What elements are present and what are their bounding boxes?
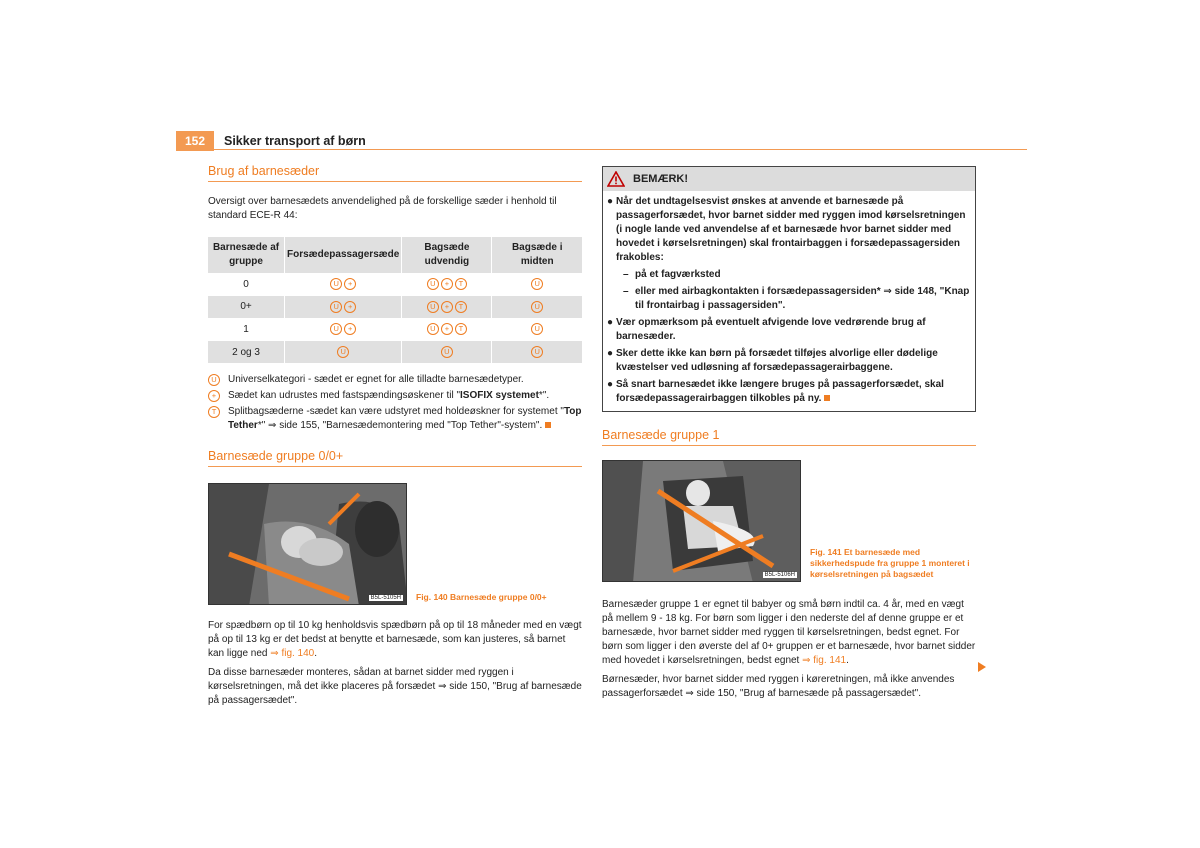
table-row: [208, 318, 582, 341]
legend-t: [208, 405, 582, 433]
symbol-cell: [492, 318, 582, 341]
fig-141-link[interactable]: ⇒ fig. 141: [802, 655, 847, 666]
notice-bullet: ● Så snart barnesædet ikke længere bruges på passagerforsædet, skal forsædepassagerairbaggen tilkobles på ny.: [607, 379, 944, 404]
figure-code: B5L-5106H: [764, 572, 795, 578]
table-header: Barnesæde af gruppe: [208, 237, 285, 273]
notice-dash-item: – eller med airbagkontakten i forsædepassagersiden* ⇒ side 148, "Knap til frontairbag i passagersiden".: [623, 286, 970, 311]
top-tether-t-icon: T: [455, 301, 467, 313]
group-cell: 1: [208, 318, 285, 341]
universal-u-icon: U: [427, 278, 439, 290]
universal-u-icon: U: [337, 346, 349, 358]
group-cell: 2 og 3: [208, 341, 285, 364]
symbol-cell: [492, 341, 582, 364]
symbol-cell: [285, 273, 402, 296]
symbol-cell: [402, 296, 492, 319]
section-title-gruppe-1: Barnesæde gruppe 1: [602, 428, 976, 446]
end-marker-icon: [545, 422, 551, 428]
figure-code: B5L-5105H: [370, 595, 401, 601]
notice-title: BEMÆRK!: [633, 173, 688, 185]
notice-box: [602, 166, 976, 412]
universal-u-icon: U: [531, 301, 543, 313]
isofix-plus-icon: +: [441, 301, 453, 313]
warning-triangle-icon: [607, 171, 625, 187]
table-row: [208, 341, 582, 364]
legend-plus-text: Sædet kan udrustes med fastspændingsøskener til "ISOFIX systemet*".: [228, 390, 550, 401]
symbol-cell: [492, 296, 582, 319]
isofix-plus-icon: +: [441, 278, 453, 290]
figure-140-image: [208, 483, 407, 605]
isofix-plus-icon: +: [344, 278, 356, 290]
symbol-cell: [285, 318, 402, 341]
left-column: [208, 164, 582, 708]
top-tether-t-icon: T: [455, 323, 467, 335]
notice-header: [603, 167, 975, 191]
header-rule: [176, 149, 1027, 150]
legend: [208, 373, 582, 433]
universal-u-icon: U: [427, 301, 439, 313]
figure-141-image: [602, 460, 801, 582]
table-header: Forsædepassagersæde: [285, 237, 402, 273]
universal-u-icon: U: [531, 278, 543, 290]
symbol-cell: [402, 318, 492, 341]
universal-u-icon: U: [441, 346, 453, 358]
figure-140: [208, 483, 582, 605]
usage-table: [208, 237, 582, 363]
page-number: 152: [176, 131, 214, 151]
gruppe-1-paragraph-2: Børnesæder, hvor barnet sidder med ryggen i køreretningen, må ikke anvendes passagerforsædet ⇒ side 150, "Brug af barnesæde på passagersædet".: [602, 674, 955, 699]
gruppe-1-paragraph-1: Barnesæder gruppe 1 er egnet til babyer og små børn indtil ca. 4 år, med en vægt på mellem 9 - 18 kg. For børn som ligger i den nederste del af denne gruppe er et barnesæde, hvor barnet sidder med ryggen til kørselsretningen, bedst egnet. For børn som ligger i den øverste del af 0+ gruppen er et barnesæde, hvor barnet sidder med hovedet i kørselsretningen, bedst egnet ⇒ fig. 141.: [602, 599, 976, 666]
figure-140-caption: Fig. 140 Barnesæde gruppe 0/0+: [416, 592, 547, 602]
table-row: [208, 296, 582, 319]
right-column: [602, 166, 976, 701]
isofix-plus-icon: +: [441, 323, 453, 335]
symbol-cell: [285, 296, 402, 319]
symbol-cell: [402, 273, 492, 296]
legend-u: [208, 373, 582, 387]
figure-141-caption: Fig. 141 Et barnesæde med sikkerhedspude fra gruppe 1 monteret i kørselsretningen på bagsædet: [810, 547, 970, 579]
universal-u-icon: U: [427, 323, 439, 335]
table-header: Bagsæde i midten: [492, 237, 582, 273]
car-seat-illustration: [209, 484, 407, 605]
isofix-plus-icon: +: [344, 323, 356, 335]
symbol-cell: [492, 273, 582, 296]
next-page-arrow-icon[interactable]: [978, 662, 986, 672]
table-header: Bagsæde udvendig: [402, 237, 492, 273]
notice-dash-item: – på et fagværksted: [623, 269, 721, 280]
notice-bullet: ● Sker dette ikke kan børn på forsædet tilføjes alvorlige eller dødelige kvæstelser ved udløsning af forsædepassagerairbaggene.: [607, 348, 938, 373]
group-cell: 0+: [208, 296, 285, 319]
universal-u-icon: U: [208, 374, 220, 386]
isofix-plus-icon: +: [208, 390, 220, 402]
universal-u-icon: U: [531, 323, 543, 335]
page-title: Sikker transport af børn: [224, 134, 366, 148]
notice-bullet: ● Vær opmærksom på eventuelt afvigende love vedrørende brug af barnesæder.: [607, 317, 926, 342]
top-tether-t-icon: T: [208, 406, 220, 418]
car-seat-illustration: [603, 461, 801, 582]
symbol-cell: [285, 341, 402, 364]
table-row: [208, 273, 582, 296]
notice-body: [603, 191, 975, 411]
universal-u-icon: U: [330, 323, 342, 335]
symbol-cell: [402, 341, 492, 364]
universal-u-icon: U: [330, 301, 342, 313]
table-header-row: [208, 237, 582, 273]
top-tether-t-icon: T: [455, 278, 467, 290]
end-marker-icon: [824, 395, 830, 401]
isofix-plus-icon: +: [344, 301, 356, 313]
universal-u-icon: U: [531, 346, 543, 358]
legend-u-text: Universelkategori - sædet er egnet for alle tilladte barnesædetyper.: [228, 374, 524, 385]
section-title-gruppe-0: Barnesæde gruppe 0/0+: [208, 449, 582, 467]
legend-t-text: Splitbagsæderne -sædet kan være udstyret med holdeøskner for systemet "Top Tether*" ⇒ side 155, "Barnesædemontering med "Top Tether"-system".: [228, 406, 582, 431]
figure-141: [602, 460, 976, 582]
section-title-brug: Brug af barnesæder: [208, 164, 582, 182]
gruppe-0-paragraph-2: Da disse barnesæder monteres, sådan at barnet sidder med ryggen i kørselsretningen, må det ikke placeres på forsædet ⇒ side 150, "Brug af barnesæde på passagersædet".: [208, 667, 582, 706]
universal-u-icon: U: [330, 278, 342, 290]
gruppe-0-paragraph-1: For spædbørn op til 10 kg henholdsvis spædbørn på op til 18 måneder med en vægt på op til 13 kg er det bedst at benytte et barnesæde, som kan justeres, så barnet kan ligge ned ⇒ fig. 140.: [208, 620, 582, 659]
group-cell: 0: [208, 273, 285, 296]
notice-bullet: ● Når det undtagelsesvist ønskes at anvende et barnesæde på passagerforsædet, hvor barnet sidder med ryggen imod kørselsretningen (i nogle lande ved anvendelse af et barnesæde hvor barnet sidder med hovedet i kørselsretningen) skal frontairbaggen i forsædepassagersiden frakobles:: [607, 196, 966, 263]
fig-140-link[interactable]: ⇒ fig. 140: [270, 648, 315, 659]
legend-plus: [208, 389, 582, 403]
intro-text: Oversigt over barnesædets anvendelighed på de forskellige sæder i henhold til standard ECE-R 44:: [208, 196, 557, 221]
